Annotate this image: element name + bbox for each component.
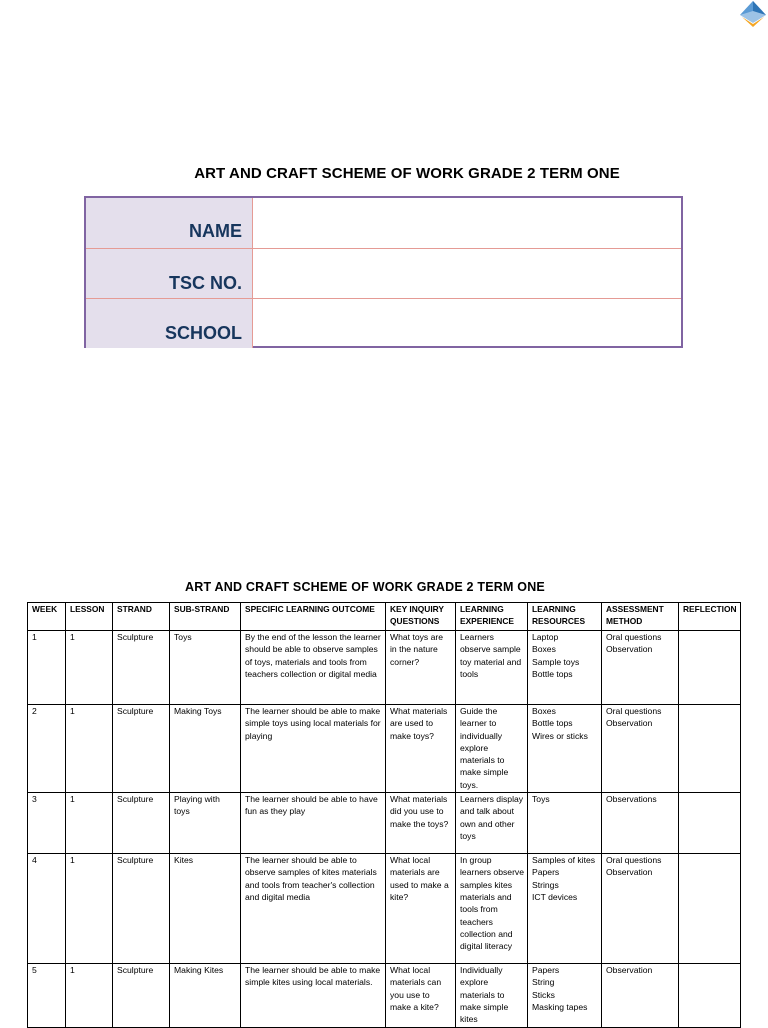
cell-lesson: 1 — [66, 964, 113, 1027]
scheme-of-work-table — [27, 602, 741, 1028]
header-key-inquiry-questions: KEY INQUIRY QUESTIONS — [386, 603, 456, 631]
cell-reflection — [679, 793, 741, 854]
info-value-school[interactable] — [253, 299, 681, 348]
info-value-name[interactable] — [253, 198, 681, 248]
cell-week: 3 — [28, 793, 66, 854]
diamond-logo-icon — [737, 0, 768, 28]
cell-learning-experience: Learners display and talk about own and other toys — [456, 793, 528, 854]
header-assessment-method: ASSESSMENT METHOD — [602, 603, 679, 631]
table-row — [28, 705, 741, 793]
header-sub-strand: SUB-STRAND — [170, 603, 241, 631]
cell-week: 1 — [28, 631, 66, 705]
cell-assessment-method: Oral questions Observation — [602, 854, 679, 964]
cell-specific-learning-outcome: The learner should be able to make simple toys using local materials for playing — [241, 705, 386, 793]
cell-assessment-method: Observation — [602, 964, 679, 1027]
cell-lesson: 1 — [66, 705, 113, 793]
document-title: ART AND CRAFT SCHEME OF WORK GRADE 2 TERM ONE — [194, 165, 620, 182]
info-row-school — [86, 298, 681, 348]
cell-key-inquiry-questions: What local materials are used to make a kite? — [386, 854, 456, 964]
table-row — [28, 793, 741, 854]
cell-strand: Sculpture — [113, 631, 170, 705]
cell-learning-experience: Guide the learner to individually explore materials to make simple toys. — [456, 705, 528, 793]
cell-reflection — [679, 964, 741, 1027]
cell-learning-experience: Learners observe sample toy material and tools — [456, 631, 528, 705]
cell-learning-resources: Laptop Boxes Sample toys Bottle tops — [528, 631, 602, 705]
cell-key-inquiry-questions: What toys are in the nature corner? — [386, 631, 456, 705]
cell-specific-learning-outcome: By the end of the lesson the learner should be able to observe samples of toys, materials and tools from teachers collection or digital media — [241, 631, 386, 705]
cell-reflection — [679, 705, 741, 793]
header-strand: STRAND — [113, 603, 170, 631]
header-learning-resources: LEARNING RESOURCES — [528, 603, 602, 631]
table-header-row — [28, 603, 741, 631]
cell-strand: Sculpture — [113, 964, 170, 1027]
cell-key-inquiry-questions: What local materials can you use to make a kite? — [386, 964, 456, 1027]
cell-sub-strand: Making Toys — [170, 705, 241, 793]
cell-assessment-method: Oral questions Observation — [602, 631, 679, 705]
table-row — [28, 631, 741, 705]
cell-sub-strand: Playing with toys — [170, 793, 241, 854]
header-reflection: REFLECTION — [679, 603, 741, 631]
info-label-school: SCHOOL — [86, 299, 253, 348]
table-row — [28, 964, 741, 1027]
cell-week: 5 — [28, 964, 66, 1027]
cell-learning-resources: Toys — [528, 793, 602, 854]
cell-sub-strand: Making Kites — [170, 964, 241, 1027]
cell-strand: Sculpture — [113, 705, 170, 793]
header-learning-experience: LEARNING EXPERIENCE — [456, 603, 528, 631]
info-row-name — [86, 198, 681, 248]
cell-assessment-method: Oral questions Observation — [602, 705, 679, 793]
cell-lesson: 1 — [66, 793, 113, 854]
cell-learning-resources: Samples of kites Papers Strings ICT devices — [528, 854, 602, 964]
cell-strand: Sculpture — [113, 854, 170, 964]
cell-specific-learning-outcome: The learner should be able to have fun as they play — [241, 793, 386, 854]
info-label-name: NAME — [86, 198, 253, 248]
header-week: WEEK — [28, 603, 66, 631]
cell-learning-experience: In group learners observe samples kites materials and tools from teachers collection and digital literacy — [456, 854, 528, 964]
table-row — [28, 854, 741, 964]
cell-week: 2 — [28, 705, 66, 793]
cell-reflection — [679, 631, 741, 705]
header-lesson: LESSON — [66, 603, 113, 631]
cell-lesson: 1 — [66, 854, 113, 964]
cell-lesson: 1 — [66, 631, 113, 705]
info-label-tsc: TSC NO. — [86, 249, 253, 298]
table-title: ART AND CRAFT SCHEME OF WORK GRADE 2 TERM ONE — [185, 580, 545, 594]
cell-week: 4 — [28, 854, 66, 964]
cell-reflection — [679, 854, 741, 964]
cell-assessment-method: Observations — [602, 793, 679, 854]
cell-sub-strand: Toys — [170, 631, 241, 705]
cell-key-inquiry-questions: What materials are used to make toys? — [386, 705, 456, 793]
cell-learning-resources: Boxes Bottle tops Wires or sticks — [528, 705, 602, 793]
cell-sub-strand: Kites — [170, 854, 241, 964]
teacher-info-box — [84, 196, 683, 348]
cell-specific-learning-outcome: The learner should be able to make simple kites using local materials. — [241, 964, 386, 1027]
info-value-tsc[interactable] — [253, 249, 681, 298]
cell-strand: Sculpture — [113, 793, 170, 854]
cell-learning-experience: Individually explore materials to make simple kites — [456, 964, 528, 1027]
cell-specific-learning-outcome: The learner should be able to observe samples of kites materials and tools from teacher's collection and digital media — [241, 854, 386, 964]
cell-learning-resources: Papers String Sticks Masking tapes — [528, 964, 602, 1027]
header-specific-learning-outcome: SPECIFIC LEARNING OUTCOME — [241, 603, 386, 631]
cell-key-inquiry-questions: What materials did you use to make the toys? — [386, 793, 456, 854]
info-row-tsc — [86, 248, 681, 298]
